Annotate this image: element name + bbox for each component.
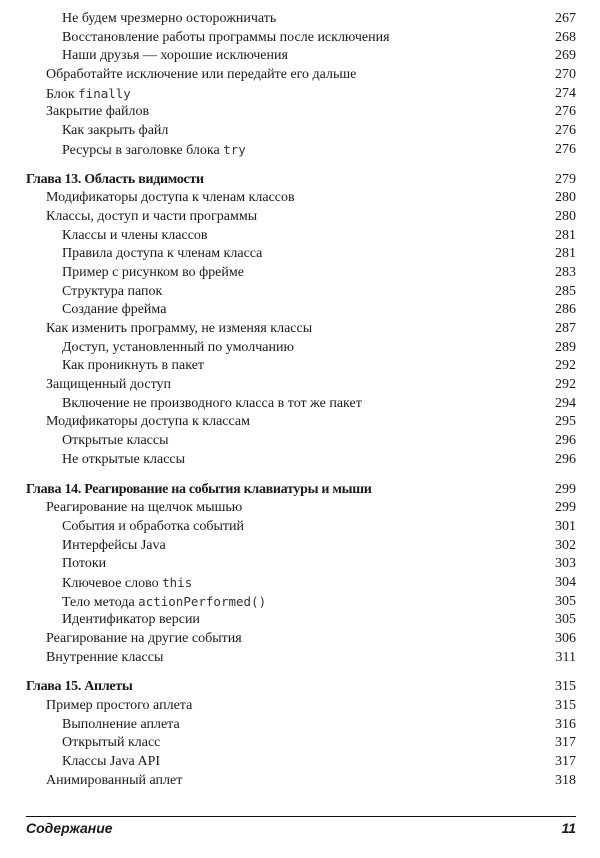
toc-entry-title: [46, 320, 312, 339]
toc-entry-title: [46, 189, 295, 208]
toc-entry: [0, 189, 600, 208]
toc-entry: [0, 283, 600, 302]
toc-page-number: 276: [555, 141, 576, 157]
entry-text: Глава 13. Область видимости: [26, 171, 204, 187]
entry-code: try: [223, 141, 246, 157]
toc-entry: [0, 413, 600, 432]
toc-page-number: 315: [555, 679, 576, 695]
entry-text: Внутренние классы: [46, 649, 164, 665]
toc-page-number: 317: [555, 754, 576, 770]
toc-entry: [0, 499, 600, 518]
entry-text: Структура папок: [62, 283, 163, 299]
toc-entry: [0, 141, 600, 160]
entry-text: Классы, доступ и части программы: [46, 208, 258, 224]
toc-entry-title: [46, 376, 171, 395]
toc-entry: [0, 697, 600, 716]
toc-page-number: 305: [555, 612, 576, 628]
entry-code: actionPerformed(): [138, 593, 267, 609]
footer-title: Содержание: [26, 820, 113, 836]
toc-page-number: 286: [555, 302, 576, 318]
toc-page-number: 303: [555, 556, 576, 572]
toc-entry: [0, 245, 600, 264]
entry-code: finally: [78, 85, 131, 101]
entry-text: Пример с рисунком во фрейме: [62, 264, 244, 280]
toc-entry-title: [46, 208, 257, 227]
toc-page-number: 299: [555, 481, 576, 497]
toc-entry-title: [46, 772, 182, 791]
toc-entry: [0, 593, 600, 612]
toc-entry-title: [62, 451, 185, 470]
entry-text: Не открытые классы: [62, 451, 186, 467]
toc-entry: [0, 103, 600, 122]
entry-text: Включение не производного класса в тот же пакет: [62, 395, 362, 411]
toc-entry: [0, 611, 600, 630]
table-of-contents: [0, 10, 600, 791]
toc-entry-title: [62, 227, 208, 246]
toc-entry: [0, 716, 600, 735]
entry-text: Блок: [46, 86, 79, 102]
toc-page-number: 276: [555, 123, 576, 139]
toc-entry: [0, 734, 600, 753]
toc-page-number: 316: [555, 716, 576, 732]
toc-entry-title: [62, 339, 294, 358]
entry-text: Закрытие файлов: [46, 104, 150, 120]
toc-entry-title: [62, 245, 262, 264]
toc-entry: [0, 451, 600, 470]
entry-text: Ключевое слово: [62, 575, 163, 591]
toc-entry: [0, 320, 600, 339]
toc-entry: [0, 376, 600, 395]
toc-entry: [0, 29, 600, 48]
toc-entry: [0, 10, 600, 29]
toc-entry: [0, 395, 600, 414]
toc-entry-title: [62, 611, 200, 630]
toc-entry-title: [46, 85, 131, 105]
toc-entry: [0, 227, 600, 246]
page-number: 11: [561, 820, 576, 836]
toc-entry-title: [62, 141, 246, 161]
toc-entry-title: [62, 357, 204, 376]
toc-entry-title: [62, 283, 162, 302]
toc-entry: [0, 264, 600, 283]
toc-page-number: 281: [555, 227, 576, 243]
toc-entry: [0, 432, 600, 451]
toc-entry-title: [62, 122, 168, 141]
page-footer: [26, 820, 576, 836]
entry-text: Не будем чрезмерно осторожничать: [62, 11, 277, 26]
toc-page-number: 296: [555, 433, 576, 449]
entry-text: Классы и члены классов: [62, 227, 208, 243]
toc-entry-title: [62, 10, 276, 29]
toc-entry-title: [62, 518, 244, 537]
entry-text: Как изменить программу, не изменяя классы: [46, 321, 313, 336]
toc-entry-title: [46, 697, 192, 716]
toc-entry-title: [62, 29, 390, 48]
entry-text: Модификаторы доступа к классам: [46, 414, 250, 430]
entry-text: Как закрыть файл: [62, 123, 169, 139]
toc-entry: [0, 339, 600, 358]
toc-page-number: 270: [555, 67, 576, 83]
entry-text: Интерфейсы Java: [62, 537, 166, 553]
toc-page-number: 274: [555, 85, 576, 101]
toc-page-number: 292: [555, 358, 576, 374]
toc-page-number: 318: [555, 772, 576, 788]
entry-text: Доступ, установленный по умолчанию: [62, 339, 294, 355]
toc-entry: [0, 772, 600, 791]
toc-page-number: 302: [555, 537, 576, 553]
toc-entry-title: [46, 66, 356, 85]
toc-page-number: 281: [555, 246, 576, 262]
toc-page-number: 306: [555, 631, 576, 646]
toc-page-number: 280: [555, 190, 576, 206]
entry-text: Выполнение аплета: [62, 716, 180, 732]
footer-rule: [26, 816, 576, 817]
toc-entry: [0, 66, 600, 85]
toc-entry-title: [26, 171, 204, 190]
toc-entry: [0, 630, 600, 649]
entry-text: Классы Java API: [62, 754, 161, 770]
toc-entry: [0, 518, 600, 537]
entry-text: Защищенный доступ: [46, 377, 171, 393]
toc-entry-title: [26, 678, 133, 697]
entry-text: Открытый класс: [62, 735, 161, 751]
entry-text: Реагирование на щелчок мышью: [46, 500, 243, 516]
toc-entry: [0, 301, 600, 320]
toc-entry: [0, 537, 600, 556]
toc-entry: [0, 208, 600, 227]
entry-text: Модификаторы доступа к членам классов: [46, 190, 295, 206]
toc-chapter: [0, 481, 600, 500]
toc-entry-title: [26, 481, 372, 500]
toc-entry: [0, 47, 600, 66]
toc-page-number: 311: [555, 649, 576, 665]
toc-entry: [0, 122, 600, 141]
toc-entry-title: [46, 103, 149, 122]
toc-entry-title: [62, 555, 106, 574]
toc-entry: [0, 555, 600, 574]
toc-entry-title: [62, 716, 180, 735]
toc-page-number: 283: [555, 264, 576, 280]
toc-entry: [0, 753, 600, 772]
toc-entry: [0, 357, 600, 376]
entry-text: События и обработка событий: [62, 518, 244, 534]
toc-entry-title: [62, 395, 362, 414]
toc-page-number: 289: [555, 339, 576, 355]
entry-text: Открытые классы: [62, 433, 169, 449]
toc-page-number: 301: [555, 518, 576, 534]
entry-text: Ресурсы в заголовке блока: [62, 142, 224, 158]
entry-text: Создание фрейма: [62, 302, 167, 318]
toc-entry: [0, 574, 600, 593]
entry-text: Глава 14. Реагирование на события клавиатуры и мыши: [26, 481, 372, 497]
toc-entry-title: [62, 264, 244, 283]
toc-page-number: 285: [555, 283, 576, 299]
entry-text: Анимированный аплет: [46, 772, 183, 788]
toc-entry: [0, 85, 600, 104]
toc-page-number: 305: [555, 593, 576, 609]
entry-text: Потоки: [62, 556, 107, 572]
toc-page-number: 317: [555, 735, 576, 751]
entry-text: Глава 15. Аплеты: [26, 679, 133, 695]
toc-page-number: 299: [555, 500, 576, 516]
toc-entry-title: [62, 574, 192, 594]
toc-entry-title: [62, 753, 160, 772]
toc-entry-title: [62, 47, 288, 66]
toc-page-number: 268: [555, 29, 576, 45]
toc-entry-title: [62, 432, 169, 451]
entry-text: Как проникнуть в пакет: [62, 358, 205, 374]
entry-text: Восстановление работы программы после исключения: [62, 29, 390, 45]
toc-page-number: 279: [555, 171, 576, 187]
toc-entry-title: [46, 630, 242, 649]
entry-text: Реагирование на другие события: [46, 631, 242, 646]
toc-entry-title: [62, 301, 166, 320]
toc-page-number: 269: [555, 48, 576, 64]
entry-code: this: [162, 574, 193, 590]
entry-text: Тело метода: [62, 594, 139, 610]
entry-text: Наши друзья — хорошие исключения: [62, 48, 288, 64]
toc-page-number: 280: [555, 208, 576, 224]
toc-entry-title: [62, 593, 266, 613]
toc-page-number: 295: [555, 414, 576, 430]
toc-page-number: 294: [555, 395, 576, 411]
toc-entry-title: [46, 413, 250, 432]
toc-page-number: 276: [555, 104, 576, 120]
toc-entry-title: [62, 734, 160, 753]
toc-chapter: [0, 171, 600, 190]
toc-page-number: 304: [555, 574, 576, 590]
entry-text: Обработайте исключение или передайте его дальше: [46, 67, 357, 83]
toc-entry: [0, 649, 600, 668]
toc-page-number: 315: [555, 698, 576, 714]
toc-page-number: 287: [555, 321, 576, 336]
entry-text: Правила доступа к членам класса: [62, 246, 263, 262]
toc-page-number: 296: [555, 451, 576, 467]
toc-entry-title: [62, 537, 166, 556]
toc-entry-title: [46, 649, 163, 668]
toc-page-number: 267: [555, 11, 576, 26]
toc-entry-title: [46, 499, 242, 518]
entry-text: Идентификатор версии: [62, 612, 200, 628]
entry-text: Пример простого аплета: [46, 698, 193, 714]
toc-chapter: [0, 678, 600, 697]
toc-page-number: 292: [555, 377, 576, 393]
